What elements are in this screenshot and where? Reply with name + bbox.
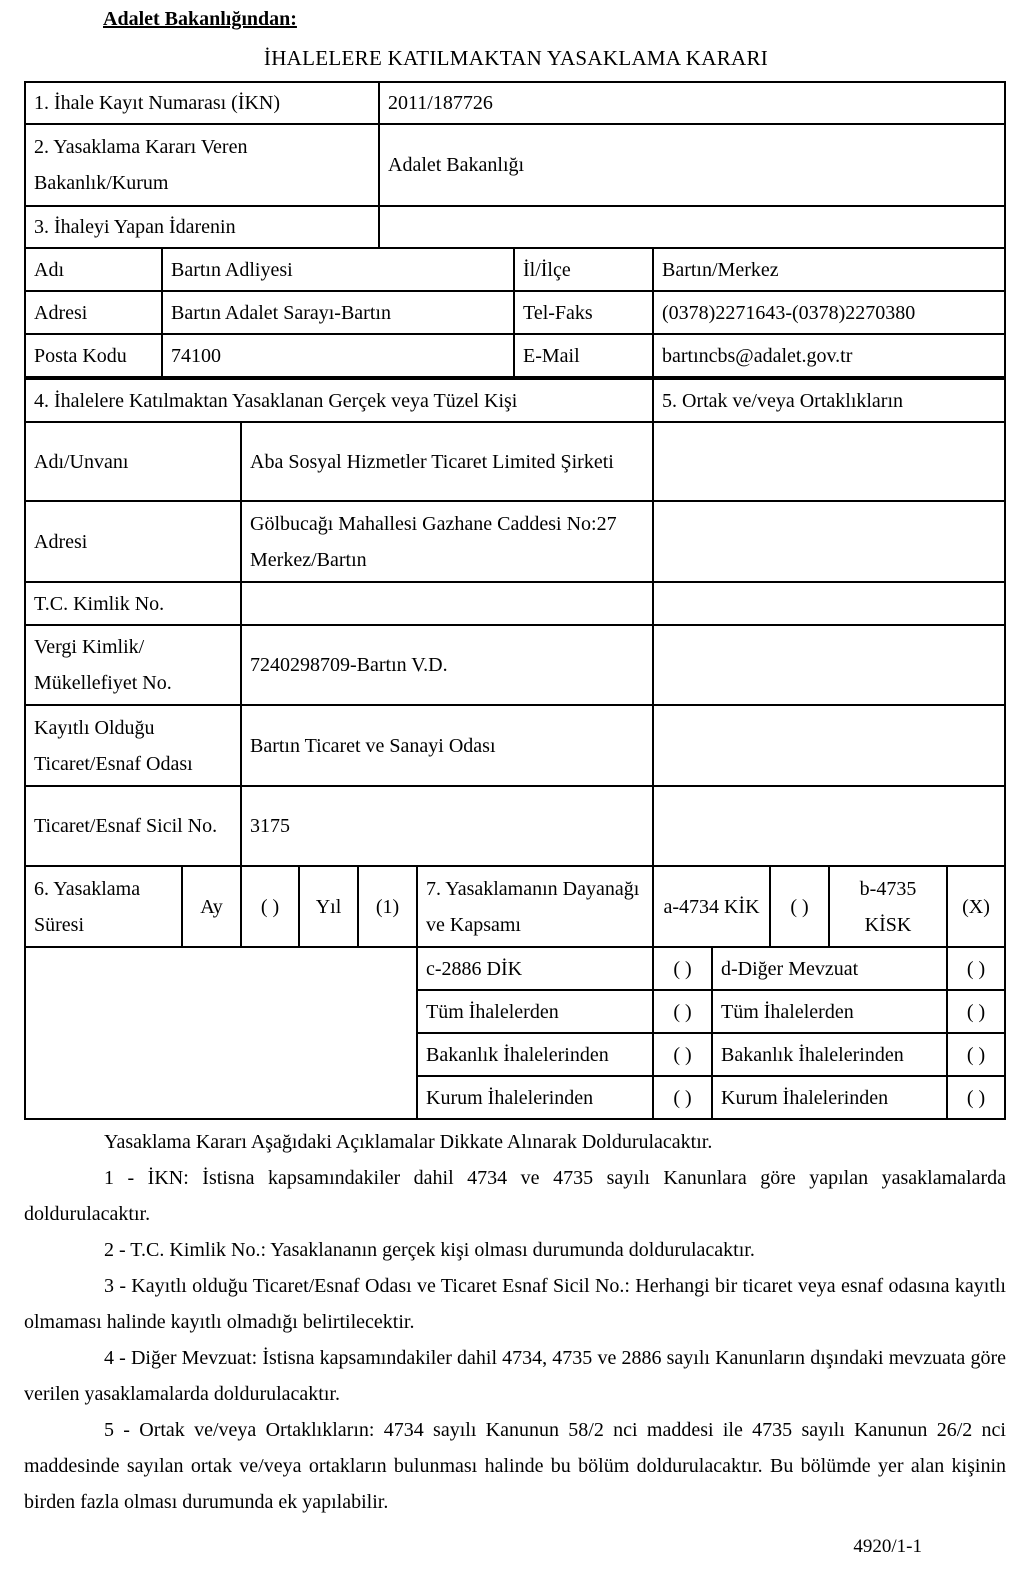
tendering-label: 3. İhaleyi Yapan İdarenin: [24, 205, 380, 249]
document-title: İHALELERE KATILMAKTAN YASAKLAMA KARARI: [263, 46, 769, 70]
chamber-value: Bartın Ticaret ve Sanayi Odası: [240, 704, 654, 787]
tc-label: T.C. Kimlik No.: [24, 581, 242, 626]
year-value: (1): [357, 865, 418, 948]
email-label: E-Mail: [513, 333, 654, 378]
chamber-label: Kayıtlı Olduğu Ticaret/Esnaf Odası: [24, 704, 242, 787]
basis-b-value: (X): [946, 865, 1006, 948]
authority-value: Adalet Bakanlığı: [378, 123, 1006, 207]
postal-value: 74100: [161, 333, 515, 378]
month-label: Ay: [181, 865, 242, 948]
basis-d-label: d-Diğer Mevzuat: [711, 946, 948, 991]
all-tenders-value-d: ( ): [946, 989, 1006, 1034]
partner-address: [652, 500, 1006, 583]
year-label: Yıl: [298, 865, 359, 948]
ministry-tenders-value-d: ( ): [946, 1032, 1006, 1077]
tax-value: 7240298709-Bartın V.D.: [240, 624, 654, 706]
basis-label: 7. Yasaklamanın Dayanağı ve Kapsamı: [416, 865, 654, 948]
authority-label: 2. Yasaklama Kararı Veren Bakanlık/Kurum: [24, 123, 380, 207]
explanatory-notes: [24, 1124, 1006, 1520]
note-2: 2 - T.C. Kimlik No.: Yasaklananın gerçek kişi olması durumunda doldurulacaktır.: [104, 1239, 755, 1261]
ikn-value: 2011/187726: [378, 81, 1006, 125]
tax-label: Vergi Kimlik/ Mükellefiyet No.: [24, 624, 242, 706]
document-code: 4920/1-1: [853, 1536, 922, 1557]
partner-tc: [652, 581, 1006, 626]
basis-d-value: ( ): [946, 946, 1006, 991]
basis-a-label: a-4734 KİK: [652, 865, 771, 948]
province-label: İl/İlçe: [513, 247, 654, 292]
ministry-tenders-label-d: Bakanlık İhalelerinden: [711, 1032, 948, 1077]
note-5: 5 - Ortak ve/veya Ortaklıkların: 4734 sayılı Kanunun 58/2 nci maddesi ile 4735 sayılı Kanunun 26/2 nci maddesinde sayılan ortak ve/veya ortakların bulunması halinde bu bölüm doldurulacaktır. Bu bölümde yer alan kişinin birden fazla olması durumunda ek yapılabilir.: [24, 1419, 1006, 1513]
admin-address-value: Bartın Adalet Sarayı-Bartın: [161, 290, 515, 335]
basis-b-label: b-4735 KİSK: [828, 865, 948, 948]
registry-label: Ticaret/Esnaf Sicil No.: [24, 785, 242, 867]
issuer-heading: Adalet Bakanlığından:: [103, 8, 297, 30]
partners-section-label: 5. Ortak ve/veya Ortaklıkların: [652, 378, 1006, 423]
registry-value: 3175: [240, 785, 654, 867]
blank-area: [24, 946, 418, 1120]
title-value: Aba Sosyal Hizmetler Ticaret Limited Şirketi: [240, 421, 654, 502]
telfax-label: Tel-Faks: [513, 290, 654, 335]
partner-registry: [652, 785, 1006, 867]
ministry-tenders-value-c: ( ): [652, 1032, 713, 1077]
province-value: Bartın/Merkez: [652, 247, 1006, 292]
postal-label: Posta Kodu: [24, 333, 163, 378]
basis-c-label: c-2886 DİK: [416, 946, 654, 991]
admin-name-label: Adı: [24, 247, 163, 292]
basis-a-value: ( ): [769, 865, 830, 948]
institution-tenders-label-c: Kurum İhalelerinden: [416, 1075, 654, 1120]
partner-chamber: [652, 704, 1006, 787]
all-tenders-value-c: ( ): [652, 989, 713, 1034]
basis-c-value: ( ): [652, 946, 713, 991]
title-label: Adı/Unvanı: [24, 421, 242, 502]
banned-section-label: 4. İhalelere Katılmaktan Yasaklanan Gerçek veya Tüzel Kişi: [24, 378, 654, 423]
duration-label: 6. Yasaklama Süresi: [24, 865, 183, 948]
banned-address-label: Adresi: [24, 500, 242, 583]
admin-address-label: Adresi: [24, 290, 163, 335]
tc-value: [240, 581, 654, 626]
ikn-label: 1. İhale Kayıt Numarası (İKN): [24, 81, 380, 125]
telfax-value: (0378)2271643-(0378)2270380: [652, 290, 1006, 335]
note-1: 1 - İKN: İstisna kapsamındakiler dahil 4734 ve 4735 sayılı Kanunlara göre yapılan yasaklamalarda doldurulacaktır.: [24, 1167, 1006, 1225]
ministry-tenders-label-c: Bakanlık İhalelerinden: [416, 1032, 654, 1077]
partner-tax: [652, 624, 1006, 706]
all-tenders-label-c: Tüm İhalelerden: [416, 989, 654, 1034]
tendering-empty: [378, 205, 1006, 249]
institution-tenders-value-d: ( ): [946, 1075, 1006, 1120]
admin-name-value: Bartın Adliyesi: [161, 247, 515, 292]
institution-tenders-label-d: Kurum İhalelerinden: [711, 1075, 948, 1120]
banned-address-value: Gölbucağı Mahallesi Gazhane Caddesi No:27 Merkez/Bartın: [240, 500, 654, 583]
note-3: 3 - Kayıtlı olduğu Ticaret/Esnaf Odası ve Ticaret Esnaf Sicil No.: Herhangi bir ticaret veya esnaf odasına kayıtlı olmaması halinde kayıtlı olmadığı belirtilecektir.: [24, 1275, 1006, 1333]
month-value: ( ): [240, 865, 300, 948]
note-4: 4 - Diğer Mevzuat: İstisna kapsamındakiler dahil 4734, 4735 ve 2886 sayılı Kanunların dışındaki mevzuata göre verilen yasaklamalarda doldurulacaktır.: [24, 1347, 1006, 1405]
email-value: bartıncbs@adalet.gov.tr: [652, 333, 1006, 378]
partner-title: [652, 421, 1006, 502]
all-tenders-label-d: Tüm İhalelerden: [711, 989, 948, 1034]
notes-intro: Yasaklama Kararı Aşağıdaki Açıklamalar Dikkate Alınarak Doldurulacaktır.: [104, 1131, 713, 1153]
institution-tenders-value-c: ( ): [652, 1075, 713, 1120]
